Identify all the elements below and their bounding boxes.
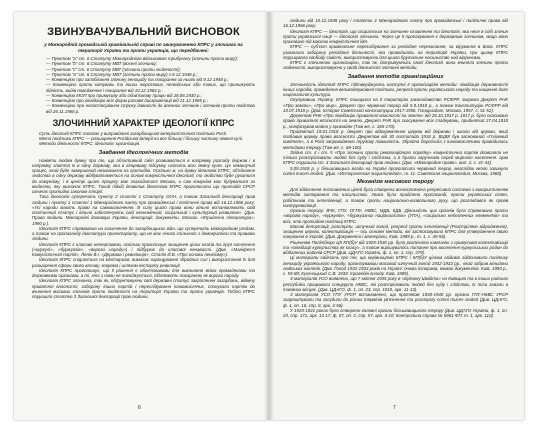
paragraph: Рішенням Політбюро ЦК КП(б)У від 1929-1930 рр. було розпочато кампанію з примусової колективізації та «ліквідації куркульства як класу», а також вирішувалось питання про виселення куркульських родин до віддалених районів СРСР (Див. ЦДАГО України, ф. 1, оп. 1, спр. 379). xyxy=(283,239,508,255)
paragraph: З матеріалів УСО виявлено, що 7 квітня 1945 року в «Будинку Шмідта» на Київщині та в інших районах республіки працювали спецгрупи НКВС, які розстрілювали людей без суду і слідства, їх тіла ховали в таємних місцях. (Див. ЦДАГО, ф. 1, оп. 23, спр. 1010, арк. 11-13). xyxy=(283,276,508,292)
paragraph: Суть ідеології КПРС полягає у виправданні загарбницької імперіалістичної політики Росії. xyxy=(39,130,227,136)
paragraph: Ці матеріали свідчать про те, що керівництво КПРС і КП(б)У цілком свідомо здійснювало політику геноциду українського народу, організувавши масовий штучний голод 1932-1933 рр., який забрав мільйони людських життів. (Див. Голод 1932-1933 років на Україні: очима істориків, мовою документів. Київ, 1990 р., с. 55-88; Кульчицький С.В. 1933: трагедія голоду. Київ, 1989). xyxy=(283,255,508,276)
list-item: — Конвенцією про незастосування строку давності до воєнних злочинів і злочинів проти людства від 26.11.1968 р. xyxy=(46,103,255,114)
paragraph: Ідеологія КПРС злочинна, так як, обґрунтовуючи свої державні статус закріплення загарбань, відміну приватної власності, заборону інших партій і переслідування інакомислячих, спонукала партію до вчинення масових злочинів проти людяності на території України та проти українців. Тобто КПРС порушила статтю 3 Загальної декларації прав людини. xyxy=(32,278,255,300)
paragraph: Навіяти людям думку про те, що об'єктивний світ розвивається в напрямку розпаду держав і в напрямку злиття їх в одну державу, яка в кінцевому підсумку охопить всю земну кулю. Це неминучий процес, який буде завершений незважаючи на протидію. Оскільки ж, на думку ідеологів КПРС, об'єднання людства в одну державу відбуватиметься на основі комуністичної ідеології, то людство буде рухатися до комунізму, і в центрі цього процесу має знаходитися Москва, а сам комунізм має будуватися за моделлю, яку визначає КПРС. Такий підхід дозволив ідеологам КПРС проголосити що протидія СРСР означає протидію законам історії. xyxy=(32,157,255,195)
paragraph: Ідеологія КПРС спрямована на заохочення до загарбницьких війн, що суперечить міжнародним угодам, а також на пропаганду диктатури пролетаріату, що не має нічого спільного з демократією та правами людини. xyxy=(32,225,255,242)
subsection-heading: Завдання методів організаційних xyxy=(347,73,444,80)
book-gutter-shadow xyxy=(264,12,274,420)
paragraph: Органи терору: ВЧК, ГПУ, ОГПУ, НКВС, МДБ, КДБ. Діяльність цих органів була спрямована проти «ворогів народу», «куркулів», «буржуазних націоналістів» (УПА), «соціально небезпечних елементів» та всіх, хто протидіяв політиці КПРС. xyxy=(283,208,508,224)
paragraph: КПРС є злочинною організацією, так як, дотримуючись своєї ідеології, вона вчиняла злочини проти людяності, використовуючи у своїй діяльності злочинні методи. xyxy=(283,60,508,71)
paragraph: Така ідеологія суперечить пункту 2 статті 1 Статуту ООН, а також Загальній декларації прав людини і пункту 1 статті 1 Міжнародного пакту про громадянські і політичні права від 16.12.1966 року: «Усі народи мають право на самовизначення. В силу цього права вони вільно встановлюють свій політичний статус і вільно забезпечують свій економічний, соціальний і культурний розвиток». (Див. Права людини. Міжнародні договори України, декларації, документи. Москва. «Юридична література», 1990 р.). xyxy=(32,194,255,226)
list-item: — Конвенцією про запобігання злочину геноциду та покарання за нього від 9.12.1948 р.; xyxy=(46,77,229,83)
paragraph: У 1920-1921 роках було створено головні органи більшовицького терору (Див. ЦДАГО України, ф. 1, оп. 20, спр. 172, арк. 13-17; ф. 57, оп. 2, спр. 57, арк. 4-10; Контрольна справа № 5981-ФП, т. 1, арк. 110). xyxy=(283,307,508,318)
paragraph: Ідеологія КПРС є класово нетерпимою, оскільки проголошує знищення цілих класів та груп населення («куркулі», «буржуазія», «вороги народу») і підбурює до класової ненависті. (Див. «Маніфест Комуністичної партії», Ленін В.І. «Держава і революція», Сталін Й.В. «Про основи ленінізму»). xyxy=(32,241,255,258)
paragraph: Окупувавши Україну, КПРС поширила на її територію законодавство РСФРР, зокрема Декрет РНК «Про землю», «Про мир», Декрет про червоний терор від 5.9.1918 р., а також Конституцію РСФРР від 10.07.1918 р. (Див. Істория Советской конституции 1917-1956. Госюриздат, Москва, 1957, с. 51-52). xyxy=(283,97,508,113)
paragraph: Мета політики КПРС — розширення Російської імперії на все більшу і більшу частину земної кулі. xyxy=(39,136,243,142)
paragraph: Згідно ст. 4 і ст. 5 «Про злочини проти революційного порядку» комуністична партія дозволяла не тільки розстрілювати людей без суду і слідства, а й брати заручників серед мирного населення. Цим КПРС порушила ст. 3 Загальної декларації прав людини. (Див. «Міжнародне право», вип. 2, с. 41-44). xyxy=(283,149,508,166)
list-item: — Пунктом "а" ст. 6 Статуту МВТ (злочини проти миру) з 9.12.1948 р.; xyxy=(46,71,198,77)
right-page xyxy=(269,12,524,420)
section-heading: ЗЛОЧИННИЙ ХАРАКТЕР ІДЕОЛОГІЇ КПРС xyxy=(52,117,235,128)
paragraph: Для здійснення поставлених цілей була створена всеохоплююча репресивна система з використанням методів залякування та насильства. Увага була приділена пропаганді, проти українських селян, робітників та інтелігенції, а також проти національно-визвольного руху, що розглядався як прояв контрреволюції. xyxy=(283,187,508,208)
charges-list xyxy=(32,56,255,114)
paragraph: Ідеологія КПРС проголошує, що її рішення є обов'язковими для виконання всіма громадянами та державними органами, а ті, хто з ними не погоджується, підлягають покаранню як вороги народу. xyxy=(32,267,255,279)
paragraph: КПРС — суб'єкт кримінальне переслідування за релігійне переконання, за вірування в Бога. КПРС узаконила заборону релігійної діяльності, яка проводилась на території України, при цьому КПРС порушувала свободу совісті, використовуючи для цього брутальне насильство над віруючими. xyxy=(283,44,508,60)
list-item: — Пунктом "b" ст. 6 Статуту МВТ (воєнні злочини); xyxy=(46,61,157,67)
list-item: — Конвенцією про ліквідацію всіх форм расової дискримінації від 21.12.1965 р.; xyxy=(46,98,208,104)
paragraph: Масові депортації, розстріли, штучний голод, репресії проти інтелігенції (Розстріляне відродження), знищення церкви, колективізація — ось основні методи, які застосовувала КПРС для утвердження свого панування в Україні. (Див. Документи і матеріали, Київ, 1989 р., т. 1, с. 49-56). xyxy=(283,223,508,240)
page-title: ЗВИНУВАЧУВАЛЬНИЙ ВИСНОВОК xyxy=(47,26,240,38)
paragraph: 3 матеріалів УСО ГПУ УРСР встановлено, що протягом 1930-1940 рр. органи ГПУ-НКВС УРСР заарештували та засудили до різних термінів ув'язнення та розстрілу сотні тисяч людей (Див. ЦДАГО, ф. 1, оп. 16, спр. 8, арк. 2-56). xyxy=(283,292,508,308)
page-subtitle: у Міжнародній громадській кримінальній справі по звинуваченню КПРС у злочинах на території України та проти українців, що передбачені: xyxy=(44,42,243,53)
list-item: — Пунктом "а" ст. 6 Статуту Міжнародного військового трибуналу (злочини проти миру); xyxy=(46,56,238,62)
list-item: — Конвенцією МОП про примусову або обов'язкову працю від 28.06.1930 р.; xyxy=(46,92,202,98)
paragraph: Прийнятий 19.01.1918 р. декрет про відокремлення церкви від держави і школи від церкви, який позбавив церкву права власності. Декретом від 30 листопада 1918 р. ВЦВК був заснований «Головний комітет», а в Росії запроваджено трудову повинність. Збройна боротьба з інакомислячими проводилась методами терору (Там же, с. 69-100). xyxy=(283,128,508,150)
left-page xyxy=(14,12,269,420)
paragraph: Декретом РНК «Про ліквідацію приватної власності на землю» від 26.10.1917 р. 1917 р. було скасовано право приватної власності на землю. Декрет РНК про скасування всіх спадкувань, прийнятий 27.04.1918 р., конфіскував майно у громадян (Там же, с. 165-170). xyxy=(283,113,508,129)
paragraph: людини від 10.12.1948 року і статтю 2 Міжнародного пакту про громадянські і політичні права від 16.12.1966 року. xyxy=(283,18,508,29)
book-spread xyxy=(14,12,524,420)
list-item: — Пунктом "с" ст. 6 Статуту МВТ (злочини проти людяності); xyxy=(46,66,181,72)
subsection-heading: Механізм масового терору xyxy=(357,179,434,185)
list-item: — Конвенцією проти катувань та інших жорстоких, нелюдських або таких, що принижують гідність, видів поводження і покарання від 10.12.1984 р.; xyxy=(46,82,255,93)
paragraph: Ідеологія КПРС — ідеологія, що спирається на злочинне ставлення та ідеологія, яка несе в собі злочин проти української нації — ідеологія злочинна. Через це її пропагування є державним злочином, якщо воно приховане під маскою комуністичної ідеї. xyxy=(283,28,508,44)
paragraph: Ідеологія КПРС спирається на мілітаризм, вимагає нарощування збройних сил і використання їх для розширення сфери свого впливу, зокрема і шляхом експорту революції. xyxy=(32,257,255,268)
subsection-heading: Завдання ідеологічних методів xyxy=(98,149,189,156)
paragraph: Методи діяльності КПРС: ідеологія, організація. xyxy=(39,141,141,147)
paragraph: 5.09.1918 р. у більшовицька влада на Україні проголосила червоний терор, внаслідок якого загинули сотні тисяч людей. (Див. «Историческая энциклопедия», т. 11. Советская энциклопедия, Москва, 1968). xyxy=(283,165,508,176)
paragraph: Злочинність ідеології КПРС підтверджують наступні її організаційні методи: ліквідація державності інших народів, проведення великодержавної політики, репресії проти українського народу та нищення його національної культури. xyxy=(283,81,508,97)
page-number: 6 xyxy=(138,405,141,411)
page-number: 7 xyxy=(393,405,396,411)
